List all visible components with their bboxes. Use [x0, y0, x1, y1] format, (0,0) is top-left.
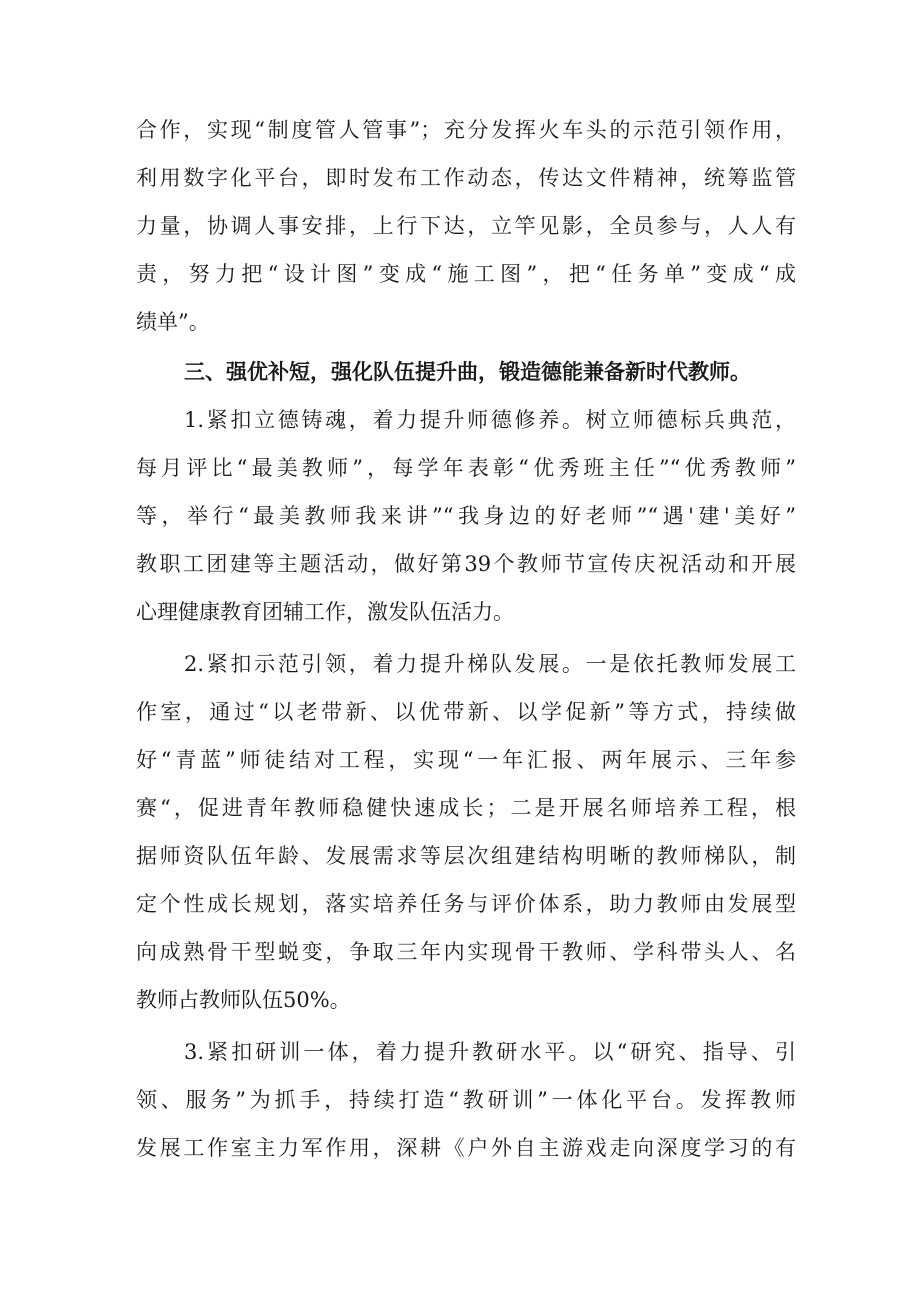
item-2-line: 教师占教师队伍50%。	[136, 988, 351, 1012]
item-2-line: 赛“，促进青年教师稳健快速成长；二是开展名师培养工程，根	[136, 796, 796, 820]
item-1-line: 每月评比“最美教师”，每学年表彰“优秀班主任”“优秀教师”	[136, 456, 796, 480]
paragraph-line: 合作，实现“制度管人管事”；充分发挥火车头的示范引领作用，	[136, 118, 796, 142]
item-3-first-line: 3.紧扣研训一体，着力提升教研水平。以“研究、指导、引	[184, 1040, 796, 1064]
paragraph-line: 力量，协调人事安排，上行下达，立竿见影，全员参与，人人有	[136, 214, 796, 238]
item-2-line: 向成熟骨干型蜕变，争取三年内实现骨干教师、学科带头人、名	[136, 940, 796, 964]
item-2-line: 定个性成长规划，落实培养任务与评价体系，助力教师由发展型	[136, 892, 796, 916]
item-1-line: 等，举行“最美教师我来讲”“我身边的好老师”“遇'建'美好”	[136, 504, 796, 528]
item-1-line: 教职工团建等主题活动，做好第39个教师节宣传庆祝活动和开展	[136, 552, 796, 576]
item-3-line: 发展工作室主力军作用，深耕《户外自主游戏走向深度学习的有	[136, 1136, 796, 1160]
item-2-line: 据师资队伍年龄、发展需求等层次组建结构明晰的教师梯队，制	[136, 844, 796, 868]
item-2-line: 好“青蓝”师徒结对工程，实现“一年汇报、两年展示、三年参	[136, 748, 796, 772]
paragraph-line: 责，努力把“设计图”变成“施工图”，把“任务单”变成“成	[136, 262, 796, 286]
paragraph-line: 绩单”。	[136, 310, 210, 334]
paragraph-line: 利用数字化平台，即时发布工作动态，传达文件精神，统筹监管	[136, 166, 796, 190]
item-1-first-line: 1.紧扣立德铸魂，着力提升师德修养。树立师德标兵典范，	[184, 408, 796, 432]
item-3-line: 领、服务”为抓手，持续打造“教研训”一体化平台。发挥教师	[136, 1088, 796, 1112]
item-2-line: 作室，通过“以老带新、以优带新、以学促新”等方式，持续做	[136, 700, 796, 724]
section-heading: 三、强优补短，强化队伍提升曲，锻造德能兼备新时代教师。	[184, 360, 751, 384]
item-2-first-line: 2.紧扣示范引领，着力提升梯队发展。一是依托教师发展工	[184, 652, 796, 676]
item-1-line: 心理健康教育团辅工作，激发队伍活力。	[136, 600, 514, 624]
